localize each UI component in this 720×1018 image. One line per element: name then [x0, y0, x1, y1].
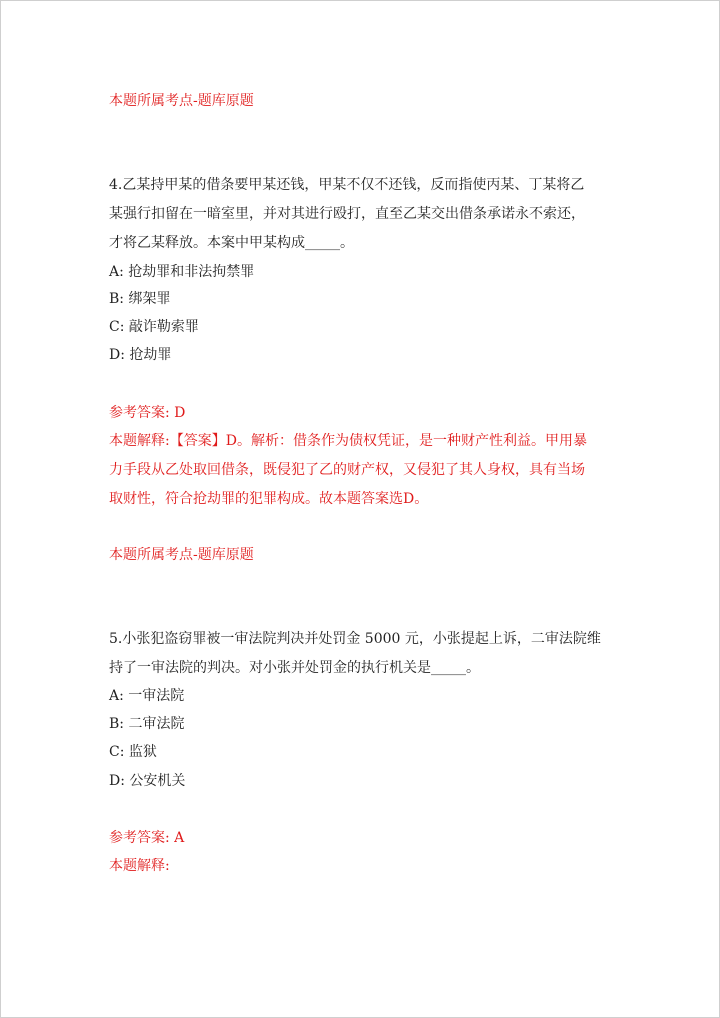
option-a: A: 一审法院 — [109, 688, 185, 704]
question-stem-line: 4.乙某持甲某的借条要甲某还钱，甲某不仅不还钱，反而指使丙某、丁某将乙 — [109, 177, 585, 193]
option-d: D: 公安机关 — [109, 773, 186, 789]
explanation-line: 取财性，符合抢劫罪的犯罪构成。故本题答案选D。 — [109, 491, 429, 507]
explanation-label: 本题解释: — [109, 858, 170, 874]
option-b: B: 绑架罪 — [109, 291, 171, 307]
option-d: D: 抢劫罪 — [109, 347, 172, 363]
explanation-line: 力手段从乙处取回借条，既侵犯了乙的财产权，又侵犯了其人身权，具有当场 — [109, 462, 585, 478]
topic-note: 本题所属考点-题库原题 — [109, 93, 254, 109]
option-c: C: 敲诈勒索罪 — [109, 319, 199, 335]
answer-reference: 参考答案: A — [109, 830, 185, 846]
topic-note: 本题所属考点-题库原题 — [109, 547, 254, 563]
option-b: B: 二审法院 — [109, 716, 185, 732]
question-stem-line: 才将乙某释放。本案中甲某构成_____。 — [109, 235, 354, 251]
answer-reference: 参考答案: D — [109, 405, 186, 421]
question-stem-line: 持了一审法院的判决。对小张并处罚金的执行机关是_____。 — [109, 660, 480, 676]
option-a: A: 抢劫罪和非法拘禁罪 — [109, 264, 255, 280]
question-stem-line: 5.小张犯盗窃罪被一审法院判决并处罚金 5000 元，小张提起上诉，二审法院维 — [109, 631, 601, 647]
question-stem-line: 某强行扣留在一暗室里，并对其进行殴打，直至乙某交出借条承诺永不索还， — [109, 206, 585, 222]
option-c: C: 监狱 — [109, 744, 157, 760]
explanation-line: 本题解释:【答案】D。解析：借条作为债权凭证，是一种财产性利益。甲用暴 — [109, 433, 587, 449]
